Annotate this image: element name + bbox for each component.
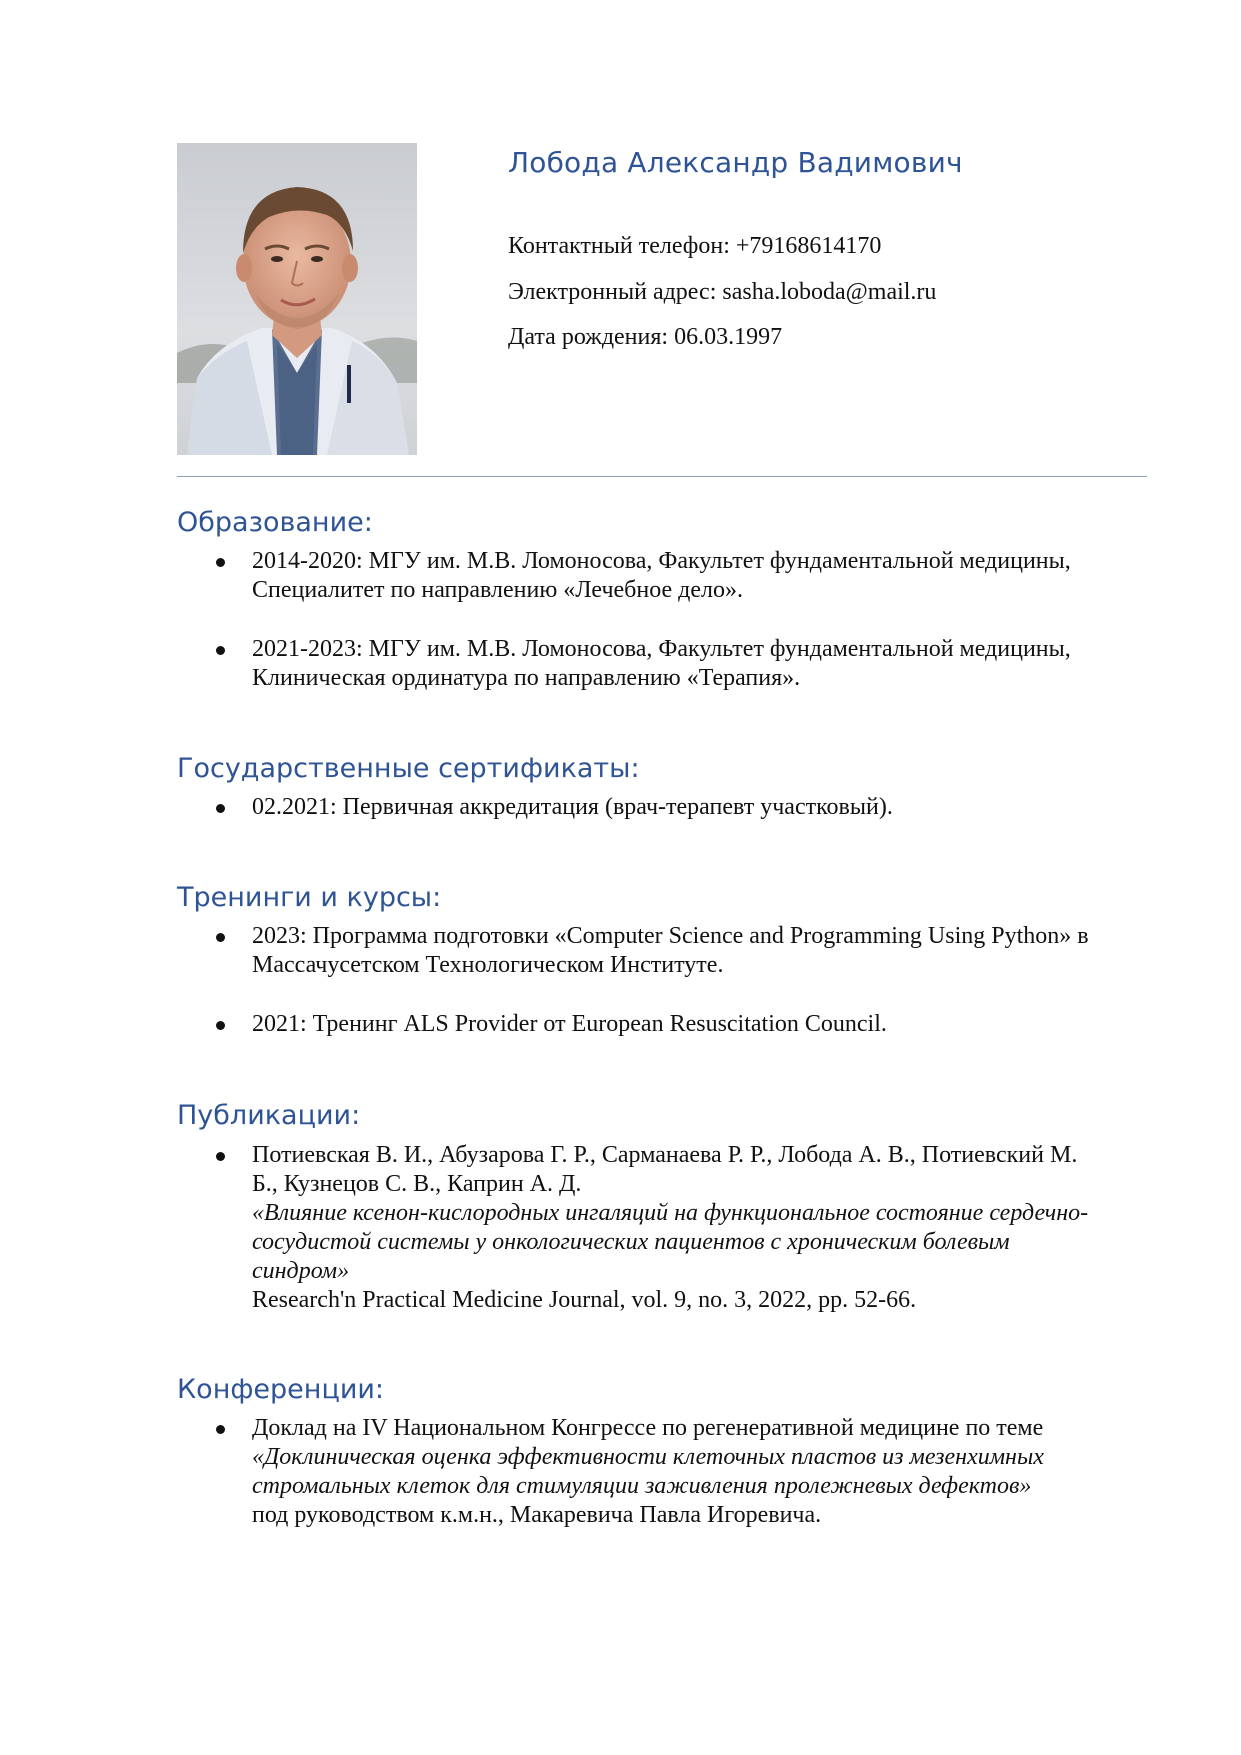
- publication-title-line: сосудистой системы у онкологических пациентов с хроническим болевым: [252, 1229, 1010, 1255]
- item-line: 2023: Программа подготовки «Computer Science and Programming Using Python» в: [252, 923, 1089, 949]
- list-item-training-2: [252, 1010, 1152, 1039]
- bullet-icon: [216, 804, 225, 813]
- publication-journal: Research'n Practical Medicine Journal, vol. 9, no. 3, 2022, pp. 52-66.: [252, 1287, 917, 1313]
- bullet-icon: [216, 933, 225, 942]
- list-item-publication-1: [252, 1141, 1152, 1315]
- list-item-education-2: [252, 635, 1152, 693]
- profile-photo: [177, 143, 417, 455]
- item-line: 2021: Тренинг ALS Provider от European Resuscitation Council.: [252, 1011, 887, 1037]
- list-item-certificate-1: [252, 793, 1152, 822]
- item-line: под руководством к.м.н., Макаревича Павла Игоревича.: [252, 1502, 822, 1528]
- bullet-icon: [216, 1425, 225, 1434]
- bullet-icon: [216, 1021, 225, 1030]
- contact-phone: Контактный телефон: +79168614170: [508, 233, 882, 259]
- item-line: 02.2021: Первичная аккредитация (врач-терапевт участковый).: [252, 794, 893, 820]
- publication-title-line: синдром»: [252, 1258, 350, 1284]
- person-name: Лобода Александр Вадимович: [508, 146, 963, 179]
- conference-topic-line: «Доклиническая оценка эффективности клеточных пластов из мезенхимных: [252, 1444, 1044, 1470]
- section-title-education: Образование:: [177, 507, 373, 538]
- item-line: Специалитет по направлению «Лечебное дело».: [252, 577, 744, 603]
- header-divider: [177, 476, 1147, 477]
- item-line: Потиевская В. И., Абузарова Г. Р., Сарманаева Р. Р., Лобода А. В., Потиевский М.: [252, 1142, 1078, 1168]
- list-item-training-1: [252, 922, 1152, 980]
- item-line: 2014-2020: МГУ им. М.В. Ломоносова, Факультет фундаментальной медицины,: [252, 548, 1071, 574]
- bullet-icon: [216, 646, 225, 655]
- bullet-icon: [216, 558, 225, 567]
- section-title-certificates: Государственные сертификаты:: [177, 753, 640, 784]
- item-line: Клиническая ординатура по направлению «Терапия».: [252, 665, 801, 691]
- conference-topic-line: стромальных клеток для стимуляции заживления пролежневых дефектов»: [252, 1473, 1032, 1499]
- section-title-trainings: Тренинги и курсы:: [177, 882, 442, 913]
- section-title-conferences: Конференции:: [177, 1374, 385, 1405]
- birth-date: Дата рождения: 06.03.1997: [508, 324, 783, 350]
- item-line: Доклад на IV Национальном Конгрессе по регенеративной медицине по теме: [252, 1415, 1044, 1441]
- list-item-education-1: [252, 547, 1152, 605]
- publication-title-line: «Влияние ксенон-кислородных ингаляций на функциональное состояние сердечно-: [252, 1200, 1089, 1226]
- item-line: Массачусетском Технологическом Институте.: [252, 952, 724, 978]
- bullet-icon: [216, 1152, 225, 1161]
- contact-email: Электронный адрес: sasha.loboda@mail.ru: [508, 279, 937, 305]
- section-title-publications: Публикации:: [177, 1100, 361, 1131]
- item-line: Б., Кузнецов С. В., Каприн А. Д.: [252, 1171, 582, 1197]
- list-item-conference-1: [252, 1414, 1152, 1530]
- item-line: 2021-2023: МГУ им. М.В. Ломоносова, Факультет фундаментальной медицины,: [252, 636, 1071, 662]
